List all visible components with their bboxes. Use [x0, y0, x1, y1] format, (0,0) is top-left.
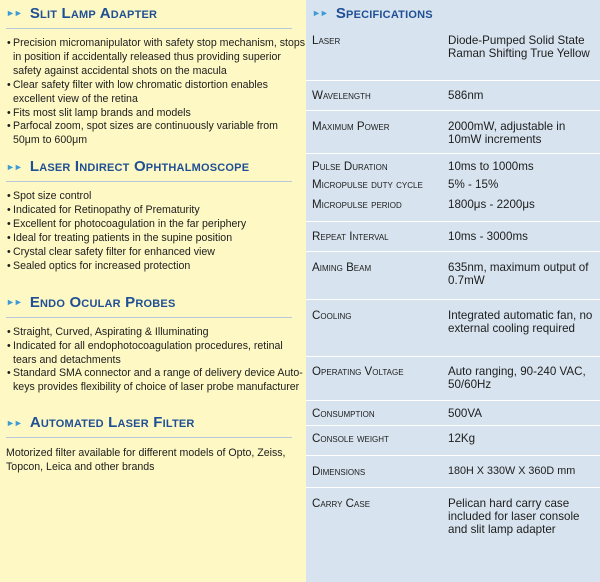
automated-laser-filter-section: [6, 414, 306, 474]
slit-lamp-adapter-section: [6, 0, 306, 148]
list-item: • Fits most slit lamp brands and models: [6, 107, 306, 121]
spec-value: 10ms to 1000ms: [448, 160, 534, 173]
section-heading: [6, 294, 306, 311]
spec-label: Dimensions: [312, 465, 366, 478]
spec-row: [306, 356, 600, 400]
list-item: • Excellent for photocoagulation in the far periphery: [6, 218, 306, 232]
spec-value: Auto ranging, 90-240 VAC, 50/60Hz: [448, 365, 586, 391]
list-item: • Ideal for treating patients in the supine position: [6, 232, 306, 246]
spec-value: 586nm: [448, 89, 484, 102]
list-item: • Sealed optics for increased protection: [6, 260, 306, 274]
spec-label: Console weight: [312, 432, 389, 445]
section-text: Motorized filter available for different models of Opto, Zeiss, Topcon, Leica and other brands: [6, 447, 286, 474]
section-heading: [6, 158, 306, 175]
specifications-column: [306, 0, 600, 582]
list-item: • Indicated for Retinopathy of Prematurity: [6, 204, 306, 218]
double-arrow-icon: ►►: [312, 8, 328, 18]
feature-list: [6, 326, 306, 396]
spec-value: Pelican hard carry case included for laser console and slit lamp adapter: [448, 497, 580, 536]
spec-label: Micropulse duty cycle: [312, 178, 423, 191]
spec-value: 1800μs - 2200μs: [448, 198, 535, 211]
divider: [6, 181, 292, 182]
spec-row: [306, 153, 600, 174]
spec-value: Diode-Pumped Solid State Raman Shifting True Yellow: [448, 34, 590, 60]
spec-value: Integrated automatic fan, no external cooling required: [448, 309, 593, 335]
spec-label: Maximum Power: [312, 120, 390, 133]
spec-label: Cooling: [312, 309, 352, 322]
spec-row: [306, 28, 600, 80]
section-heading: [306, 4, 600, 22]
double-arrow-icon: ►►: [6, 297, 22, 308]
spec-label: Pulse Duration: [312, 160, 388, 173]
list-item: • Standard SMA connector and a range of delivery device Auto-keys provides flexibility of choice of laser probe manufacturer: [6, 367, 306, 395]
spec-value: 10ms - 3000ms: [448, 230, 528, 243]
spec-label: Carry Case: [312, 497, 371, 510]
spec-label: Repeat Interval: [312, 230, 389, 243]
spec-value: 12Kg: [448, 432, 476, 445]
double-arrow-icon: ►►: [6, 161, 22, 172]
spec-row: [306, 110, 600, 153]
divider: [6, 28, 292, 29]
spec-value: 635nm, maximum output of 0.7mW: [448, 261, 589, 287]
spec-label: Wavelength: [312, 89, 371, 102]
spec-row: [306, 425, 600, 455]
section-title: Specifications: [335, 4, 433, 22]
divider: [6, 437, 292, 438]
spec-row: [306, 195, 600, 221]
spec-label: Aiming Beam: [312, 261, 372, 274]
spec-row: [306, 221, 600, 251]
spec-row: [306, 400, 600, 425]
spec-label: Micropulse period: [312, 198, 402, 211]
double-arrow-icon: ►►: [6, 417, 22, 428]
section-heading: [6, 4, 306, 22]
laser-indirect-ophthalmoscope-section: [6, 158, 306, 273]
endo-ocular-probes-section: [6, 294, 306, 396]
section-title: Automated Laser Filter: [29, 414, 195, 432]
feature-list: [6, 37, 306, 148]
spec-value: 180H X 330W X 360D mm: [448, 465, 576, 477]
spec-label: Laser: [312, 34, 341, 47]
section-title: Laser Indirect Ophthalmoscope: [29, 158, 250, 176]
spec-value: 500VA: [448, 407, 482, 420]
list-item: • Spot size control: [6, 190, 306, 204]
section-title: Slit Lamp Adapter: [29, 4, 158, 22]
list-item: • Indicated for all endophotocoagulation procedures, retinal tears and detachments: [6, 340, 306, 368]
spec-table: [306, 28, 600, 549]
section-heading: [6, 414, 306, 431]
spec-label: Operating Voltage: [312, 365, 404, 378]
list-item: • Crystal clear safety filter for enhanced view: [6, 246, 306, 260]
spec-row: [306, 251, 600, 299]
feature-list: [6, 190, 306, 273]
list-item: • Precision micromanipulator with safety stop mechanism, stops in position if accidentally released thus providing superior safety against accidental shots on the macula: [6, 37, 306, 79]
double-arrow-icon: ►►: [6, 8, 22, 18]
divider: [6, 317, 292, 318]
spec-row: [306, 455, 600, 487]
spec-label: Consumption: [312, 407, 375, 420]
spec-row: [306, 80, 600, 110]
spec-row: [306, 174, 600, 195]
list-item: • Clear safety filter with low chromatic distortion enables excellent view of the retina: [6, 79, 306, 107]
list-item: • Straight, Curved, Aspirating & Illuminating: [6, 326, 306, 340]
spec-row: [306, 299, 600, 356]
list-item: • Parfocal zoom, spot sizes are continuously variable from 50μm to 600μm: [6, 120, 306, 148]
spec-value: 2000mW, adjustable in 10mW increments: [448, 120, 566, 146]
spec-value: 5% - 15%: [448, 178, 499, 191]
spec-row: [306, 487, 600, 549]
section-title: Endo Ocular Probes: [29, 293, 176, 311]
